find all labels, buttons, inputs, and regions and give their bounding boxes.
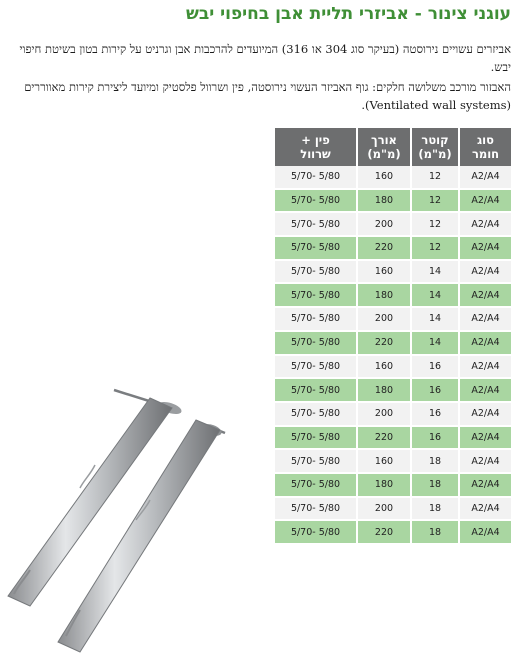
- cell-diameter: 14: [411, 260, 459, 284]
- cell-diameter: 18: [411, 449, 459, 473]
- cell-pin-sleeve: 5/70- 5/80: [275, 307, 357, 331]
- cell-material: A2/A4: [459, 212, 511, 236]
- cell-length: 180: [357, 189, 411, 213]
- table-row: [275, 449, 511, 473]
- cell-diameter: 16: [411, 378, 459, 402]
- cell-pin-sleeve: 5/70- 5/80: [275, 331, 357, 355]
- cell-diameter: 14: [411, 283, 459, 307]
- cell-material: A2/A4: [459, 236, 511, 260]
- cell-material: A2/A4: [459, 355, 511, 379]
- cell-material: A2/A4: [459, 497, 511, 521]
- cell-pin-sleeve: 5/70- 5/80: [275, 473, 357, 497]
- cell-diameter: 14: [411, 331, 459, 355]
- table-row: [275, 426, 511, 450]
- table-row: [275, 402, 511, 426]
- cell-length: 180: [357, 473, 411, 497]
- table-row: [275, 283, 511, 307]
- page-title: עוגני צינור - אביזרי תליית אבן בחיפוי יבש: [185, 4, 511, 24]
- header-material: סוג חומר: [459, 128, 511, 166]
- table-row: [275, 355, 511, 379]
- cell-length: 180: [357, 378, 411, 402]
- cell-material: A2/A4: [459, 473, 511, 497]
- table-row: [275, 520, 511, 544]
- cell-material: A2/A4: [459, 283, 511, 307]
- cell-material: A2/A4: [459, 331, 511, 355]
- cell-pin-sleeve: 5/70- 5/80: [275, 449, 357, 473]
- cell-diameter: 12: [411, 189, 459, 213]
- table-row: [275, 307, 511, 331]
- cell-pin-sleeve: 5/70- 5/80: [275, 283, 357, 307]
- cell-diameter: 12: [411, 236, 459, 260]
- table-row: [275, 378, 511, 402]
- cell-pin-sleeve: 5/70- 5/80: [275, 260, 357, 284]
- cell-length: 200: [357, 497, 411, 521]
- table-row: [275, 331, 511, 355]
- table-row: [275, 212, 511, 236]
- cell-length: 160: [357, 260, 411, 284]
- cell-length: 180: [357, 283, 411, 307]
- table-row: [275, 189, 511, 213]
- table-row: [275, 236, 511, 260]
- cell-material: A2/A4: [459, 449, 511, 473]
- table-row: [275, 260, 511, 284]
- cell-pin-sleeve: 5/70- 5/80: [275, 189, 357, 213]
- cell-pin-sleeve: 5/70- 5/80: [275, 426, 357, 450]
- spec-table: [275, 128, 511, 545]
- cell-pin-sleeve: 5/70- 5/80: [275, 236, 357, 260]
- cell-length: 200: [357, 402, 411, 426]
- cell-pin-sleeve: 5/70- 5/80: [275, 166, 357, 189]
- header-pin-sleeve: פין + שרוול: [275, 128, 357, 166]
- cell-diameter: 16: [411, 355, 459, 379]
- cell-diameter: 18: [411, 520, 459, 544]
- cell-material: A2/A4: [459, 166, 511, 189]
- cell-material: A2/A4: [459, 307, 511, 331]
- cell-length: 220: [357, 426, 411, 450]
- cell-length: 160: [357, 166, 411, 189]
- detail-paragraph: האבזור מורכב משלושה חלקים: גוף האביזר העשוי נירוסטה, פין ושרוול פלסטיק ומיועד ליצירת קירות מאווררים (Ventilated wall systems).: [24, 80, 511, 112]
- cell-length: 200: [357, 212, 411, 236]
- anchor-right: [58, 420, 225, 652]
- cell-pin-sleeve: 5/70- 5/80: [275, 212, 357, 236]
- cell-diameter: 14: [411, 307, 459, 331]
- table-row: [275, 473, 511, 497]
- cell-material: A2/A4: [459, 189, 511, 213]
- cell-diameter: 18: [411, 473, 459, 497]
- cell-diameter: 12: [411, 212, 459, 236]
- steel-pipe-anchor-icon: [0, 370, 270, 658]
- header-diameter: קוטר (מ"מ): [411, 128, 459, 166]
- cell-diameter: 16: [411, 426, 459, 450]
- table-row: [275, 497, 511, 521]
- cell-material: A2/A4: [459, 426, 511, 450]
- cell-pin-sleeve: 5/70- 5/80: [275, 355, 357, 379]
- table-row: [275, 166, 511, 189]
- cell-length: 200: [357, 307, 411, 331]
- intro-paragraph: אביזרים עשויים נירוסטה (בעיקר סוג 304 או 316) המיועדים להרכבות אבן וגרניט על קירות בטון בשיטת חיפוי יבש.: [19, 42, 511, 74]
- cell-length: 220: [357, 331, 411, 355]
- cell-pin-sleeve: 5/70- 5/80: [275, 497, 357, 521]
- cell-length: 160: [357, 355, 411, 379]
- cell-pin-sleeve: 5/70- 5/80: [275, 402, 357, 426]
- cell-material: A2/A4: [459, 260, 511, 284]
- cell-material: A2/A4: [459, 520, 511, 544]
- cell-diameter: 16: [411, 402, 459, 426]
- cell-length: 220: [357, 236, 411, 260]
- table-header-row: [275, 128, 511, 166]
- cell-material: A2/A4: [459, 378, 511, 402]
- cell-length: 220: [357, 520, 411, 544]
- cell-diameter: 18: [411, 497, 459, 521]
- cell-pin-sleeve: 5/70- 5/80: [275, 378, 357, 402]
- cell-pin-sleeve: 5/70- 5/80: [275, 520, 357, 544]
- cell-diameter: 12: [411, 166, 459, 189]
- header-length: אורך (מ"מ): [357, 128, 411, 166]
- cell-length: 160: [357, 449, 411, 473]
- cell-material: A2/A4: [459, 402, 511, 426]
